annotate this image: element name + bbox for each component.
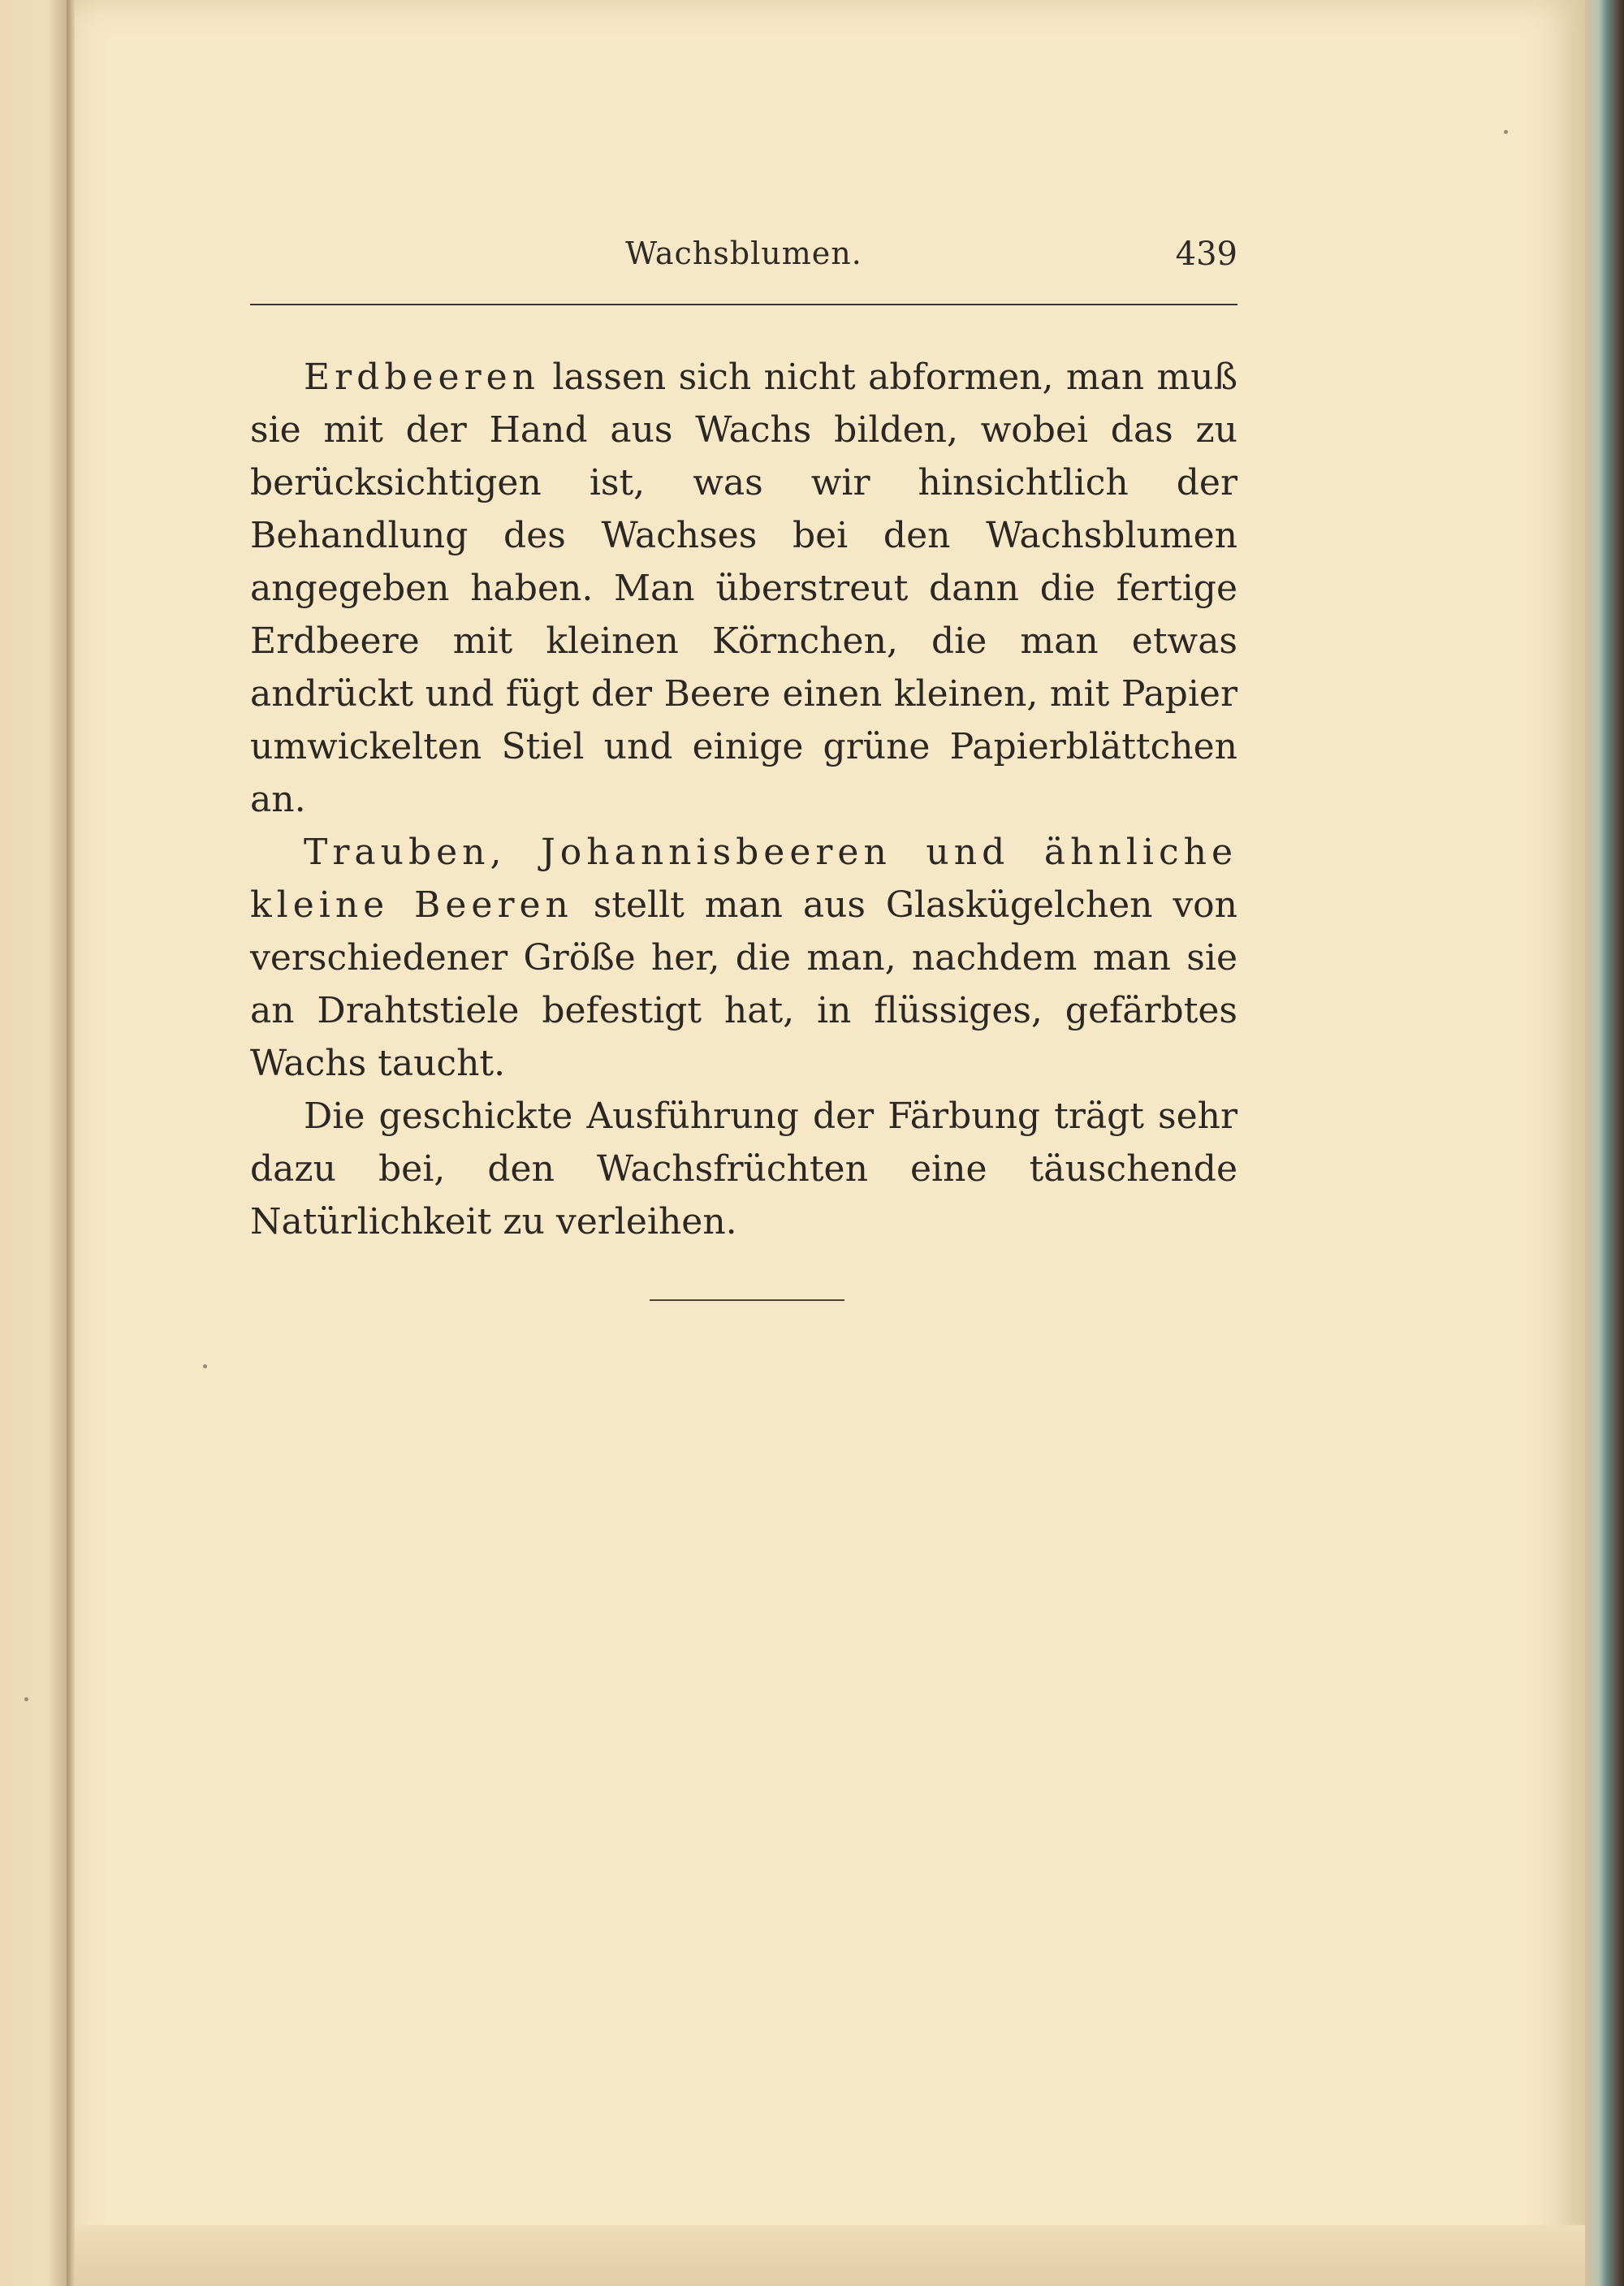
paragraph-text: lassen sich nicht abformen, man muß sie mit der Hand aus Wachs bilden, wobei das zu berücksichtigen ist, was wir hinsichtlich der Behandlung des Wachses bei den Wachsblumen angegeben haben. Man überstreut dann die fertige Erdbeere mit kleinen Körnchen, die man etwas andrückt und fügt der Beere einen kleinen, mit Papier umwickelten Stiel und einige grüne Papierblättchen an. [250, 357, 1237, 820]
header-rule [250, 304, 1237, 305]
running-head [250, 236, 1237, 284]
paragraph-text: Die geschickte Ausführung der Färbung trägt sehr dazu bei, den Wachsfrüchten eine täuschende Natürlichkeit zu verleihen. [250, 1095, 1237, 1242]
paragraph-text: stellt man aus Glaskügelchen von verschiedener Größe her, die man, nachdem man sie an Drahtstiele befestigt hat, in flüssiges, gefärbtes Wachs taucht. [250, 884, 1238, 1084]
paragraph-strawberries [250, 351, 1237, 826]
paragraph-lead-term: Trauben, Johannisbeeren und ähnliche kleine Beeren [250, 832, 1237, 926]
page-number: 439 [1175, 236, 1237, 273]
paper-speck [24, 1697, 28, 1701]
section-end-rule [650, 1299, 844, 1301]
paragraph-coloring [250, 1090, 1237, 1248]
book-cover-edge [1585, 0, 1624, 2286]
left-page-edge [0, 0, 67, 2286]
paper-speck [1504, 130, 1508, 134]
running-title: Wachsblumen. [625, 236, 862, 271]
paper-speck [203, 1364, 207, 1368]
paragraph-lead-term: Erdbeeren [304, 357, 540, 398]
body-text [250, 351, 1237, 1248]
book-gutter [67, 0, 75, 2286]
page-bottom-edge [75, 2225, 1585, 2286]
paragraph-grapes [250, 826, 1237, 1090]
